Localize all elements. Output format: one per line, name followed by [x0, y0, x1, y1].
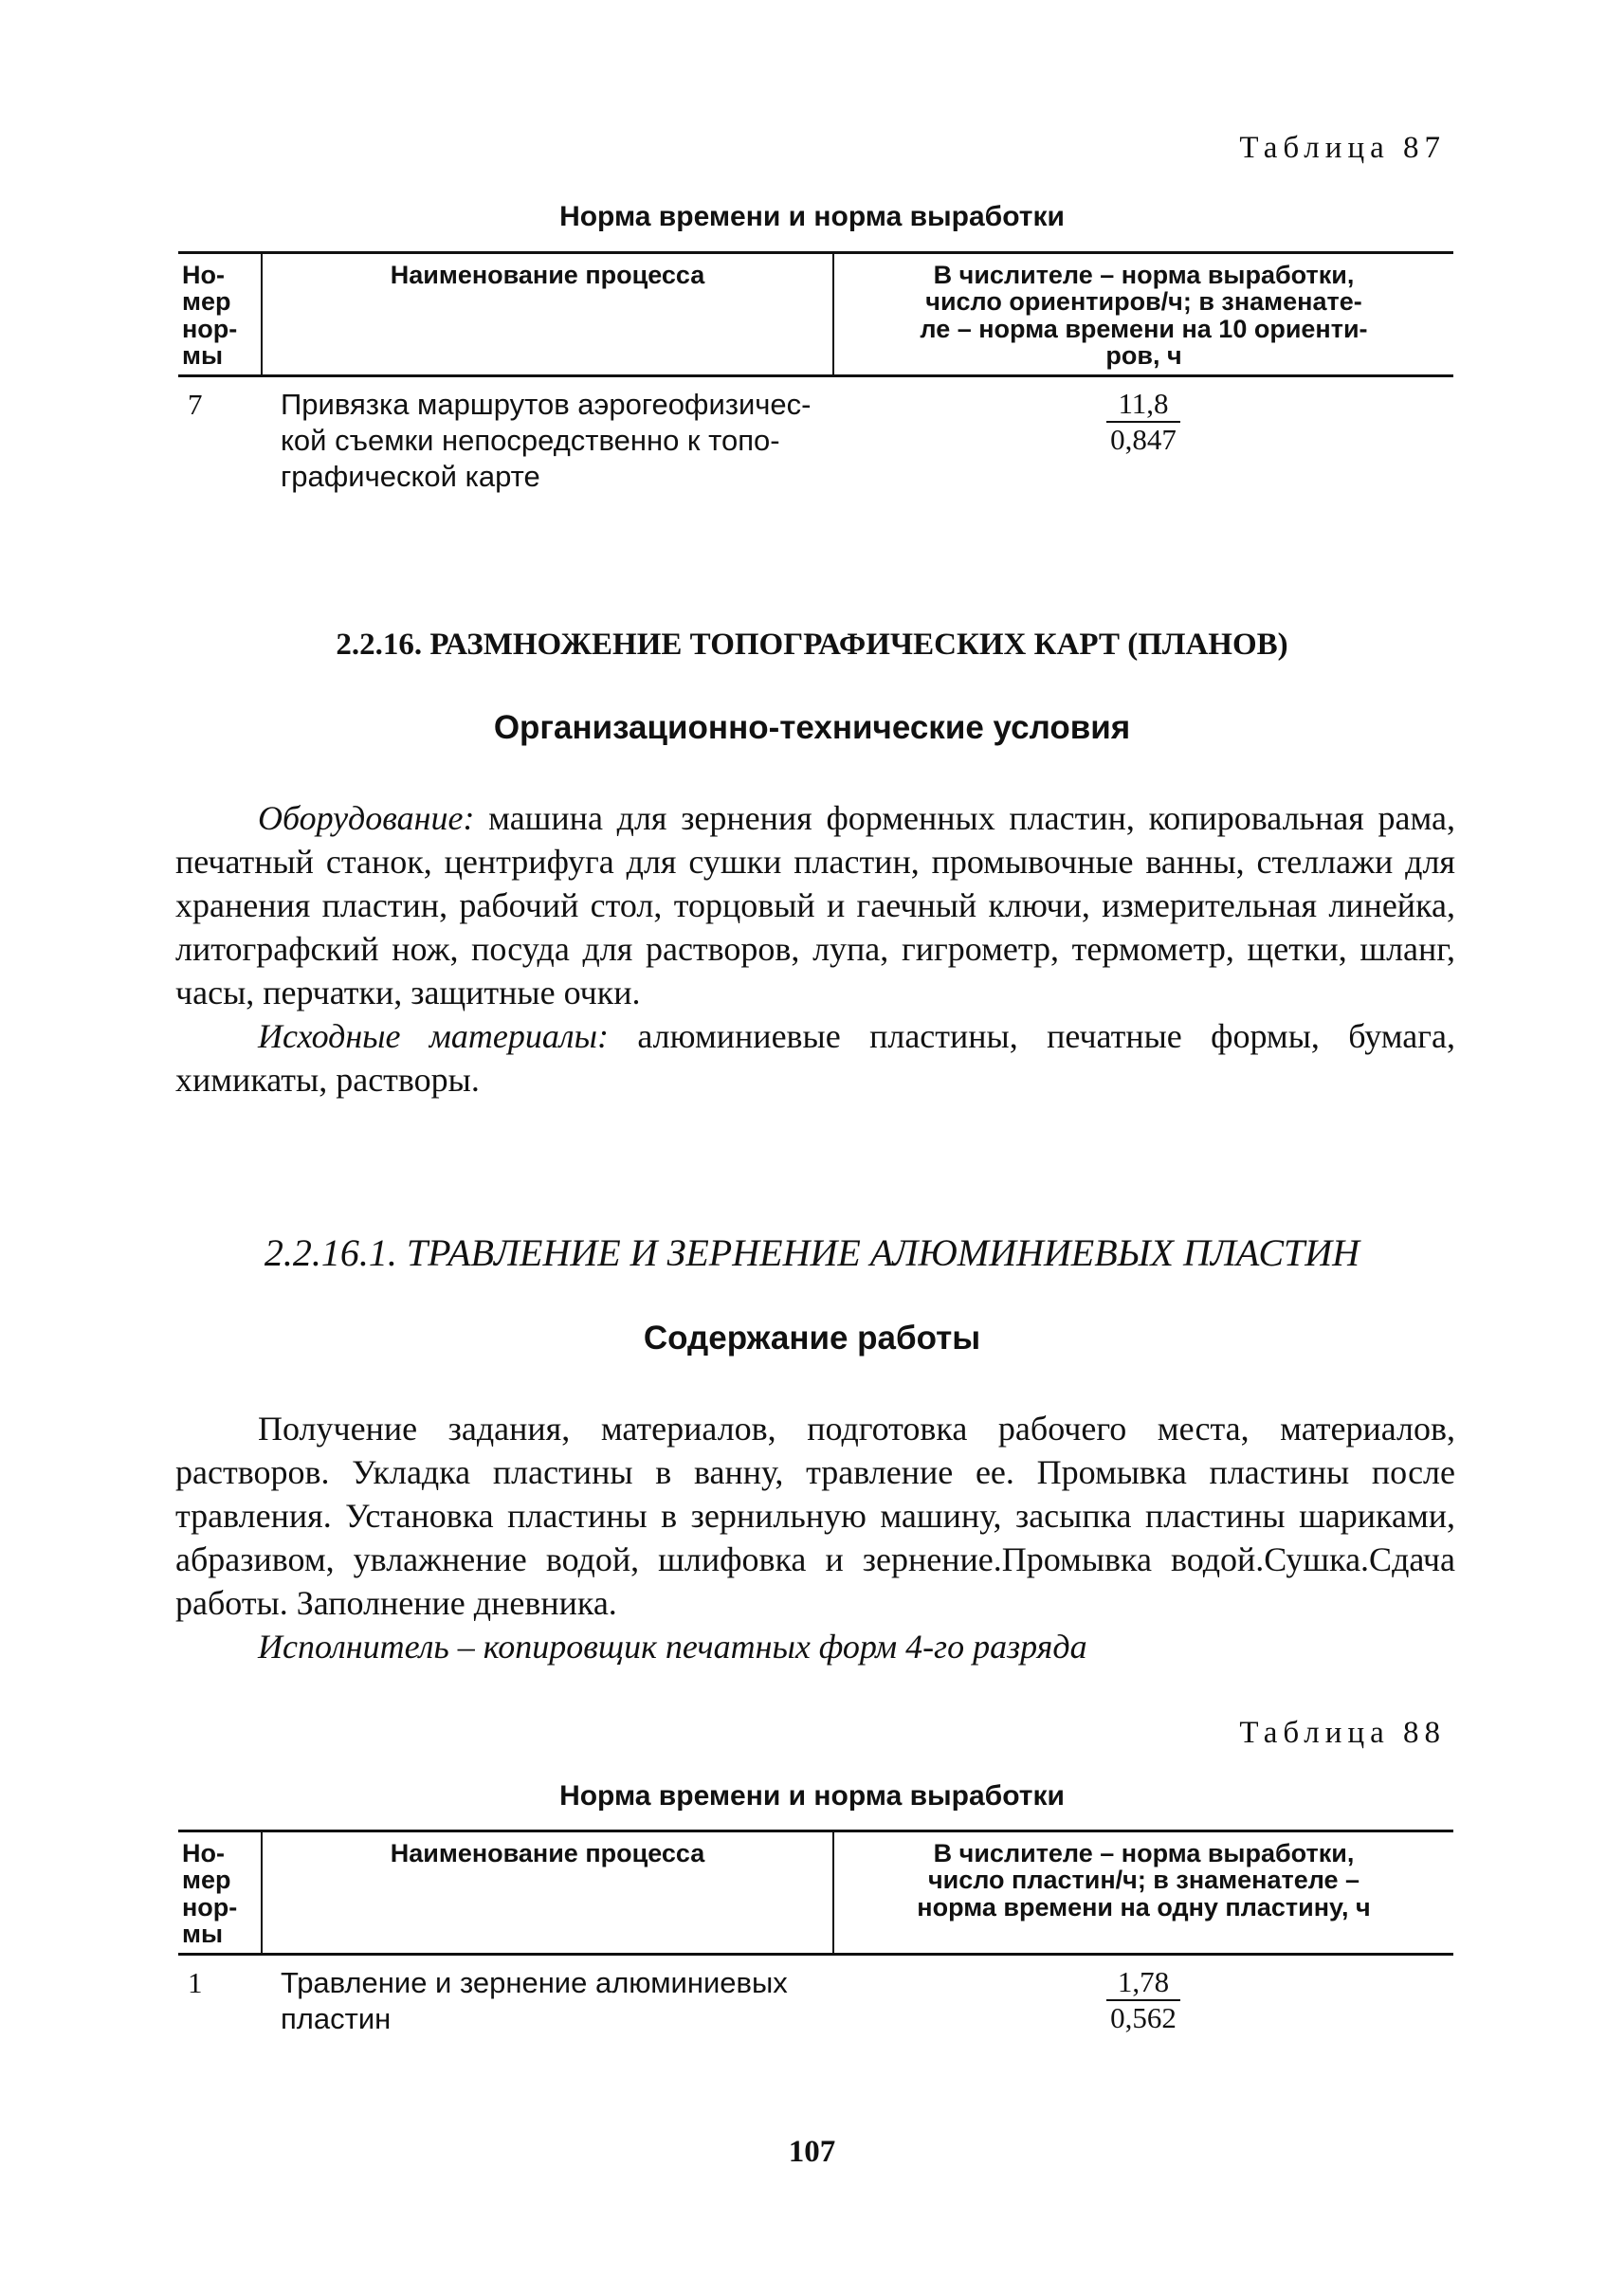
table-88-header-row [178, 1831, 1453, 1955]
norm-output-numerator: 1,78 [1106, 1965, 1180, 2001]
table-88-title: Норма времени и норма выработки [559, 1780, 1065, 1812]
row-process-name: Привязка маршрутов аэрогеофизичес- кой съемки непосредственно к топо- графической карте [281, 388, 812, 493]
materials-label: Исходные материалы: [258, 1017, 609, 1055]
performer-line: Исполнитель – копировщик печатных форм 4-го разряда [258, 1628, 1087, 1666]
subsection-title: 2.2.16.1. ТРАВЛЕНИЕ И ЗЕРНЕНИЕ АЛЮМИНИЕВЫХ ПЛАСТИН [264, 1231, 1360, 1274]
equipment-label: Оборудование: [258, 799, 475, 837]
table-87-header-row [178, 253, 1453, 376]
materials-paragraph [175, 1014, 1455, 1102]
norm-time-denominator: 0,562 [1110, 2001, 1177, 2035]
header-norm-values: В числителе – норма выработки, число пластин/ч; в знаменателе – норма времени на одну пластину, ч [833, 1831, 1453, 1955]
section-title: 2.2.16. РАЗМНОЖЕНИЕ ТОПОГРАФИЧЕСКИХ КАРТ (ПЛАНОВ) [336, 628, 1288, 662]
table-87 [178, 251, 1453, 495]
page-number: 107 [788, 2135, 836, 2169]
header-process-name: Наименование процесса [262, 1831, 833, 1955]
norm-time-denominator: 0,847 [1110, 423, 1177, 457]
subsection-subtitle: Содержание работы [643, 1320, 981, 1357]
norm-output-numerator: 11,8 [1106, 387, 1180, 423]
row-process-name: Травление и зернение алюминиевых пластин [281, 1966, 788, 2036]
row-norm-fraction [833, 376, 1453, 495]
table-row [178, 1955, 1453, 2037]
table-row [178, 376, 1453, 495]
header-number: Но- мер нор- мы [178, 1831, 262, 1955]
work-text: Получение задания, материалов, подготовка рабочего места, материалов, растворов. Укладка пластины в ванну, травление ее. Промывка пластины после травления. Установка пластины в зернильную машину, засыпка пластины шариками, абразивом, увлажнение водой, шлифовка и зернение.Промывка водой.Сушка.Сдача работы. Заполнение дневника. [175, 1410, 1455, 1622]
header-norm-values: В числителе – норма выработки, число ориентиров/ч; в знаменате- ле – норма времени на 10 ориенти- ров, ч [833, 253, 1453, 376]
table-88-label: Таблица 88 [1239, 1716, 1446, 1750]
table-87-label: Таблица 87 [1239, 131, 1446, 165]
work-content-paragraph [175, 1407, 1455, 1668]
materials-text: алюминиевые пластины, печатные формы, бумага, химикаты, растворы. [175, 1017, 1455, 1099]
table-88 [178, 1830, 1453, 2037]
equipment-paragraph [175, 796, 1455, 1014]
header-number: Но- мер нор- мы [178, 253, 262, 376]
header-process-name: Наименование процесса [262, 253, 833, 376]
table-87-title: Норма времени и норма выработки [559, 201, 1065, 232]
section-subtitle: Организационно-технические условия [493, 709, 1131, 746]
equipment-text: машина для зернения форменных пластин, копировальная рама, печатный станок, центрифуга для сушки пластин, промывочные ванны, стеллажи для хранения пластин, рабочий стол, торцовый и гаечный ключи, измерительная линейка, литографский нож, посуда для растворов, лупа, гигрометр, термометр, щетки, шланг, часы, перчатки, защитные очки. [175, 799, 1455, 1011]
row-number: 1 [188, 1966, 203, 2000]
row-norm-fraction [833, 1955, 1453, 2037]
conditions-paragraph [175, 796, 1455, 1102]
row-number: 7 [188, 388, 203, 422]
